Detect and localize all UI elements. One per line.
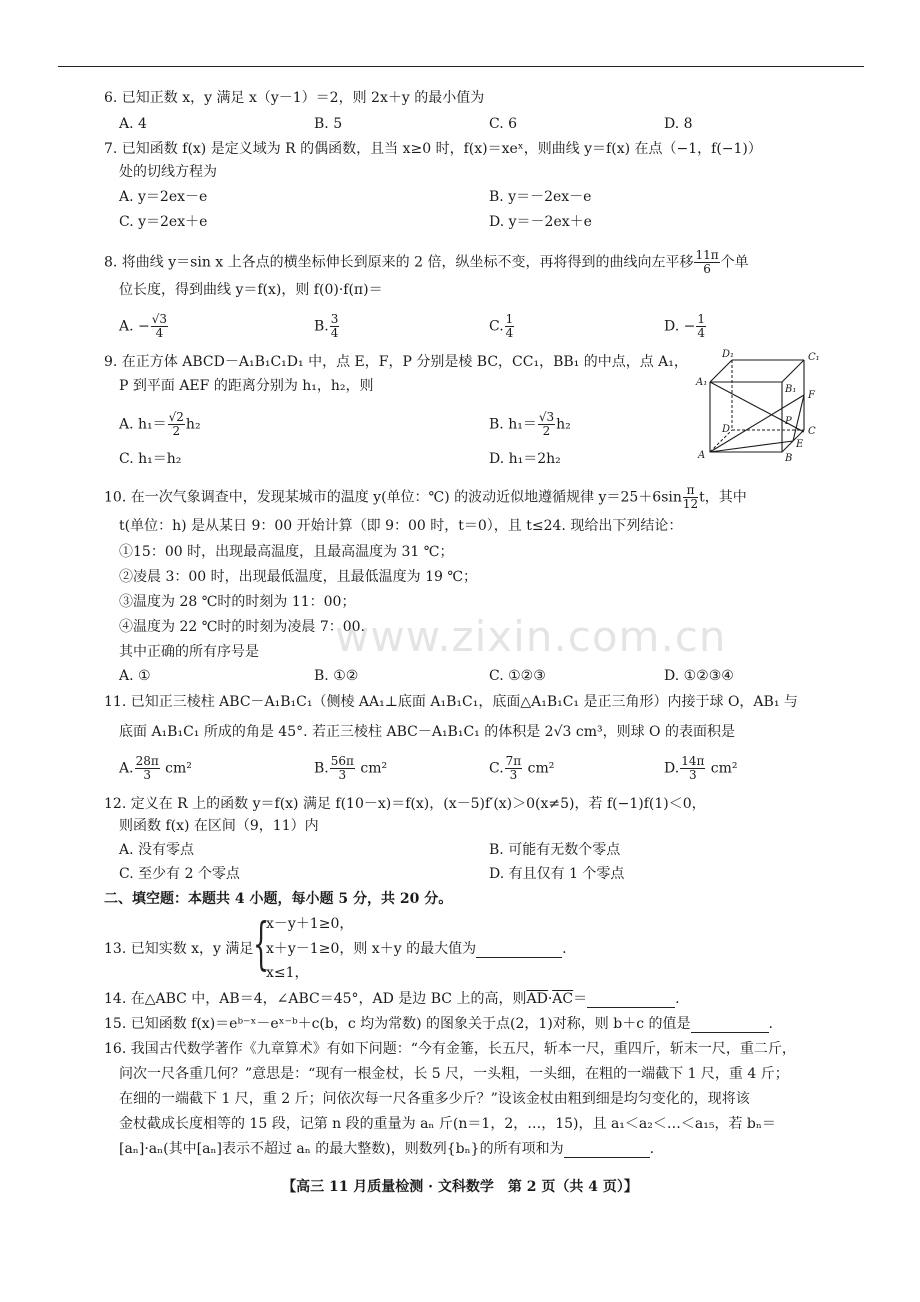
label-f: F (808, 390, 815, 401)
vector-ad: $\overline{AD}$ (526, 991, 548, 1007)
q6-option-d: D. 8 (664, 116, 693, 132)
q8-option-a: A. − $\frac{√3}{4}$ (119, 312, 168, 340)
label-e: E (796, 439, 804, 450)
q7-stem-line1: 7. 已知函数 f(x) 是定义域为 R 的偶函数，且当 x≥0 时，f(x)＝xeˣ，则曲线 y＝f(x) 在点（−1，f(−1)） (104, 141, 762, 157)
q13-brace: { (253, 912, 270, 977)
q8-option-c: C. $\frac{1}{4}$ (489, 312, 514, 340)
label-b1: B₁ (785, 384, 797, 395)
q13-constraint-3: x≤1， (266, 965, 309, 981)
watermark: www.zixin.com.cn (335, 612, 727, 661)
q13-answer-blank[interactable] (476, 943, 562, 958)
q8-stem-line1: 8. 将曲线 y＝sin x 上各点的横坐标伸长到原来的 2 倍，纵坐标不变，再将得到的曲线向左平移 $\frac{11\pi}{6}$ 个单 (104, 248, 749, 276)
q16-line5: [aₙ]·aₙ(其中[aₙ]表示不超过 aₙ 的最大整数)，则数列{bₙ}的所有项和为 . (119, 1141, 655, 1157)
q16-answer-blank[interactable] (564, 1143, 650, 1158)
q13-constraint-1: x－y＋1≥0， (266, 916, 354, 932)
q11-option-a: A. $\frac{28\pi}{3}$ cm² (119, 754, 192, 782)
edge-b1-c1 (782, 360, 804, 382)
q13-stem-pre: 13. 已知实数 x，y 满足 (104, 941, 254, 957)
q8-option-d: D. − $\frac{1}{4}$ (664, 312, 705, 340)
header-rule (58, 66, 864, 67)
q6-option-c: C. 6 (489, 116, 518, 132)
q10-sin-fraction: $\frac{\pi}{12}$ (682, 483, 699, 511)
label-p: P (785, 416, 792, 427)
q9-stem-line2: P 到平面 AEF 的距离分别为 h₁，h₂，则 (119, 378, 374, 394)
q12-option-d: D. 有且仅有 1 个零点 (489, 866, 625, 882)
edge-a1-d1 (710, 360, 732, 382)
q12-option-b: B. 可能有无数个零点 (489, 842, 621, 858)
q10-option-a: A. ① (119, 668, 151, 684)
line-e-f (793, 395, 804, 441)
q16-line2: 问次一尺各重几何？”意思是：“现有一根金杖，长 5 尺，一头粗，一头细，在粗的一端截下 1 尺，重 4 斤； (119, 1066, 789, 1082)
q8-stem-line2: 位长度，得到曲线 y＝f(x)，则 f(0)·f(π)＝ (119, 282, 383, 298)
q11-stem-line2: 底面 A₁B₁C₁ 所成的角是 45°. 若正三棱柱 ABC－A₁B₁C₁ 的体积是 2√3 cm³，则球 O 的表面积是 (119, 724, 735, 740)
vector-ac: $\overline{AC}$ (552, 991, 574, 1007)
label-c: C (808, 426, 816, 437)
cube-figure (692, 348, 826, 464)
q9-option-b: B. h₁＝ $\frac{√3}{2}$ h₂ (489, 410, 571, 438)
q7-option-c: C. y＝2ex＋e (119, 214, 208, 230)
q10-statement-3: ③温度为 28 ℃时的时刻为 11：00； (119, 594, 356, 610)
q9-stem-line1: 9. 在正方体 ABCD－A₁B₁C₁D₁ 中，点 E，F，P 分别是棱 BC，CC₁，BB₁ 的中点，点 A₁， (104, 354, 688, 370)
label-a: A (698, 450, 706, 461)
q15-stem: 15. 已知函数 f(x)＝eᵇ⁻ˣ－eˣ⁻ᵇ＋c(b，c 均为常数) 的图象关于点(2，1)对称，则 b＋c 的值是 . (104, 1016, 773, 1032)
page-footer: 【高三 11 月质量检测 · 文科数学 第 2 页（共 4 页）】 (282, 1179, 638, 1195)
q11-option-b: B. $\frac{56\pi}{3}$ cm² (314, 754, 388, 782)
label-d: D (722, 424, 731, 435)
q13-constraint-2: x＋y－1≥0，则 x＋y 的最大值为 . (266, 941, 567, 957)
q10-statement-4: ④温度为 22 ℃时的时刻为凌晨 7：00. (119, 619, 365, 635)
q11-stem-line1: 11. 已知正三棱柱 ABC－A₁B₁C₁（侧棱 AA₁⊥底面 A₁B₁C₁，底面△A₁B₁C₁ 是正三角形）内接于球 O，AB₁ 与 (104, 694, 798, 710)
q14-stem: 14. 在△ABC 中，AB＝4，∠ABC＝45°，AD 是边 BC 上的高，则$\overline{AD}\cdot\overline{AC}=$ . (104, 991, 680, 1007)
label-b: B (785, 453, 793, 464)
q7-stem-line2: 处的切线方程为 (119, 164, 217, 180)
q10-stem-line1: 10. 在一次气象调查中，发现某城市的温度 y(单位：℃) 的波动近似地遵循规律 y＝25＋6sin $\frac{\pi}{12}$ t，其中 (104, 483, 747, 511)
q11-option-c: C. $\frac{7\pi}{3}$ cm² (489, 754, 555, 782)
q6-option-a: A. 4 (119, 116, 147, 132)
q12-option-a: A. 没有零点 (119, 842, 195, 858)
q10-statement-1: ①15：00 时，出现最高温度，且最高温度为 31 ℃； (119, 544, 454, 560)
q16-line1: 16. 我国古代数学著作《九章算术》有如下问题：“今有金箠，长五尺，斩本一尺，重四斤，斩末一尺，重二斤， (104, 1041, 796, 1057)
section-fill-in-heading: 二、填空题：本题共 4 小题，每小题 5 分，共 20 分。 (104, 891, 453, 907)
q7-option-d: D. y＝－2ex＋e (489, 214, 592, 230)
label-c1: C₁ (808, 352, 820, 363)
q16-line4: 金杖截成长度相等的 15 段，记第 n 段的重量为 aₙ 斤(n＝1，2，…，15)，且 a₁＜a₂＜…＜a₁₅，若 bₙ＝ (119, 1116, 776, 1132)
q8-option-b: B. $\frac{3}{4}$ (314, 312, 339, 340)
line-a-e (710, 441, 793, 452)
q6-stem: 6. 已知正数 x，y 满足 x（y－1）＝2，则 2x＋y 的最小值为 (104, 90, 485, 106)
q11-option-d: D. $\frac{14\pi}{3}$ cm² (664, 754, 738, 782)
q9-option-a: A. h₁＝ $\frac{√2}{2}$ h₂ (119, 410, 201, 438)
q12-stem-line2: 则函数 f(x) 在区间（9，11）内 (119, 818, 319, 834)
q10-option-c: C. ①②③ (489, 668, 546, 684)
q15-answer-blank[interactable] (691, 1018, 769, 1033)
q7-option-a: A. y＝2ex－e (119, 189, 208, 205)
q12-option-c: C. 至少有 2 个零点 (119, 866, 240, 882)
q10-option-b: B. ①② (314, 668, 359, 684)
q6-option-b: B. 5 (314, 116, 343, 132)
q10-option-d: D. ①②③④ (664, 668, 734, 684)
q14-answer-blank[interactable] (587, 993, 675, 1008)
label-d1: D₁ (722, 349, 735, 360)
q10-stem-line2: t(单位：h) 是从某日 9：00 开始计算（即 9：00 时，t＝0），且 t≤24. 现给出下列结论： (119, 518, 683, 534)
q9-option-d: D. h₁＝2h₂ (489, 451, 561, 467)
q8-shift-fraction: $\frac{11\pi}{6}$ (695, 248, 719, 276)
q7-option-b: B. y＝－2ex－e (489, 189, 592, 205)
q16-line3: 在细的一端截下 1 尺，重 2 斤；问依次每一尺各重多少斤？”设该金杖由粗到细是均匀变化的，现将该 (119, 1091, 750, 1107)
q9-option-c: C. h₁＝h₂ (119, 451, 182, 467)
q10-statement-2: ②凌晨 3：00 时，出现最低温度，且最低温度为 19 ℃； (119, 569, 477, 585)
label-a1: A₁ (696, 377, 708, 388)
q12-stem-line1: 12. 定义在 R 上的函数 y＝f(x) 满足 f(10－x)＝f(x)，(x－5)f′(x)＞0(x≠5)，若 f(−1)f(1)＜0， (104, 796, 706, 812)
q10-stem-line3: 其中正确的所有序号是 (119, 644, 259, 660)
